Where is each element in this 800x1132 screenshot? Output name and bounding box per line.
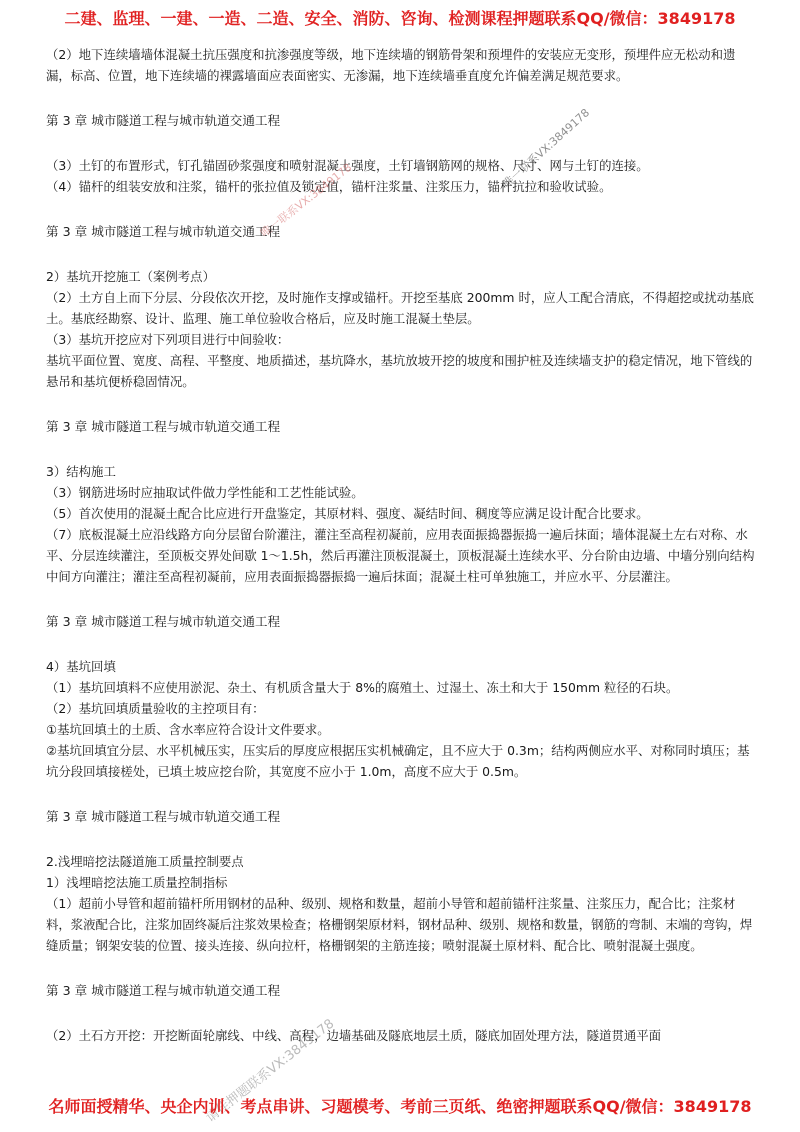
chapter-heading: 第 3 章 城市隧道工程与城市轨道交通工程 xyxy=(46,983,281,998)
document-body xyxy=(46,44,758,1088)
watermark-text: 请佳押题联系VX:3849178 xyxy=(203,1016,338,1126)
section-title: 3）结构施工 xyxy=(46,464,116,479)
paragraph: （2）地下连续墙墙体混凝土抗压强度和抗渗强度等级，地下连续墙的钢筋骨架和预埋件的安装应无变形，预埋件应无松动和遗漏，标高、位置，地下连续墙的裸露墙面应表面密实、无渗漏，地下连续墙垂直度允许偏差满足规范要求。 xyxy=(46,47,736,83)
paragraph: （1）基坑回填料不应使用淤泥、杂土、有机质含量大于 8%的腐殖土、过湿土、冻土和大于 150mm 粒径的石块。 xyxy=(46,680,679,695)
section-title: 1）浅埋暗挖法施工质量控制指标 xyxy=(46,875,228,890)
paragraph: （7）底板混凝土应沿线路方向分层留台阶灌注，灌注至高程初凝前，应用表面振捣器振捣一遍后抹面；墙体混凝土左右对称、水平、分层连续灌注，至顶板交界处间歇 1～1.5h，然后再灌注顶板混凝土，顶板混凝土连续水平、分台阶由边墙、中墙分别向结构中间方向灌注；灌注至高程初凝前，应用表面振捣器振捣一遍后抹面；混凝土柱可单独施工，并应水平、分层灌注。 xyxy=(46,527,755,584)
paragraph: （3）基坑开挖应对下列项目进行中间验收： xyxy=(46,332,290,347)
section-title: 2）基坑开挖施工（案例考点） xyxy=(46,269,215,284)
section-title: 2.浅埋暗挖法隧道施工质量控制要点 xyxy=(46,854,244,869)
chapter-heading: 第 3 章 城市隧道工程与城市轨道交通工程 xyxy=(46,419,281,434)
chapter-heading: 第 3 章 城市隧道工程与城市轨道交通工程 xyxy=(46,224,281,239)
paragraph: ②基坑回填宜分层、水平机械压实，压实后的厚度应根据压实机械确定，且不应大于 0.3m；结构两侧应水平、对称同时填压；基坑分段回填接槎处，已填土坡应挖台阶，其宽度不应小于 1.0m，高度不应大于 0.5m。 xyxy=(46,743,750,779)
paragraph: （1）超前小导管和超前锚杆所用钢材的品种、级别、规格和数量，超前小导管和超前锚杆注浆量、注浆压力，配合比；注浆材料，浆液配合比，注浆加固终凝后注浆效果检查；格栅钢架原材料，钢材品种、级别、规格和数量，钢筋的弯制、末端的弯钩，焊缝质量；钢架安装的位置、接头连接、纵向拉杆，格栅钢架的主筋连接；喷射混凝土原材料、配合比、喷射混凝土强度。 xyxy=(46,896,753,953)
chapter-heading: 第 3 章 城市隧道工程与城市轨道交通工程 xyxy=(46,614,281,629)
section-title: 4）基坑回填 xyxy=(46,659,116,674)
chapter-heading: 第 3 章 城市隧道工程与城市轨道交通工程 xyxy=(46,113,281,128)
paragraph: （5）首次使用的混凝土配合比应进行开盘鉴定，其原材料、强度、凝结时间、稠度等应满足设计配合比要求。 xyxy=(46,506,649,521)
footer-banner: 名师面授精华、央企内训、考点串讲、习题模考、考前三页纸、绝密押题联系QQ/微信：3849178 xyxy=(48,1097,752,1116)
paragraph: （2）土石方开挖：开挖断面轮廓线、中线、高程，边墙基础及隧底地层土质，隧底加固处理方法，隧道贯通平面 xyxy=(46,1028,662,1043)
paragraph: （2）基坑回填质量验收的主控项目有： xyxy=(46,701,265,716)
header-banner: 二建、监理、一建、一造、二造、安全、消防、咨询、检测课程押题联系QQ/微信：3849178 xyxy=(64,9,736,28)
paragraph: 基坑平面位置、宽度、高程、平整度、地质描述，基坑降水，基坑放坡开挖的坡度和围护桩及连续墙支护的稳定情况，地下管线的悬吊和基坑便桥稳固情况。 xyxy=(46,353,753,389)
paragraph: （4）锚杆的组装安放和注浆，锚杆的张拉值及锁定值，锚杆注浆量、注浆压力，锚杆抗拉和验收试验。 xyxy=(46,179,612,194)
chapter-heading: 第 3 章 城市隧道工程与城市轨道交通工程 xyxy=(46,809,281,824)
watermark-text: 唯一联系VX:3849178 xyxy=(258,160,355,240)
watermark-text: 唯一联系VX:3849178 xyxy=(500,106,593,191)
paragraph: （3）钢筋进场时应抽取试件做力学性能和工艺性能试验。 xyxy=(46,485,364,500)
paragraph: ①基坑回填土的土质、含水率应符合设计文件要求。 xyxy=(46,722,330,737)
paragraph: （3）土钉的布置形式，钉孔锚固砂浆强度和喷射混凝土强度，土钉墙钢筋网的规格、尺寸、网与土钉的连接。 xyxy=(46,158,649,173)
paragraph: （2）土方自上而下分层、分段依次开挖，及时施作支撑或锚杆。开挖至基底 200mm 时，应人工配合清底，不得超挖或扰动基底土。基底经勘察、设计、监理、施工单位验收合格后，应及时施工混凝土垫层。 xyxy=(46,290,754,326)
